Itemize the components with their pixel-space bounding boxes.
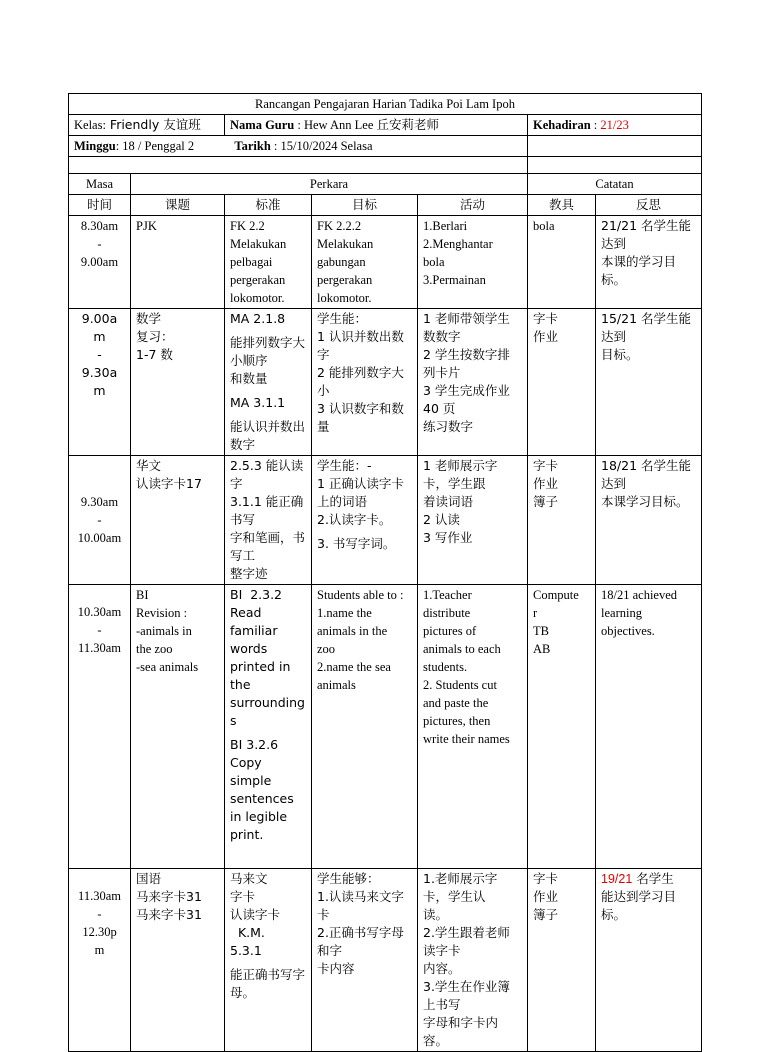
cell-line: 字母和字卡内容。	[423, 1015, 499, 1048]
table-row	[69, 309, 702, 456]
catatan-header: Catatan	[528, 174, 702, 195]
cell-line: 2.认读字卡。	[317, 512, 392, 527]
cell-line: 字卡	[230, 889, 256, 904]
cell-line: 练习数字	[423, 419, 474, 434]
cell-line: 目标。	[601, 347, 639, 362]
cell-line: 3.Permainan	[423, 273, 486, 287]
cell-line: 21/21 名学生能达到	[601, 218, 691, 251]
attendance-value: 21/23	[600, 118, 629, 132]
objective-cell	[312, 309, 418, 456]
objective-cell	[312, 216, 418, 309]
cell-line: 数学	[136, 311, 162, 326]
plan-title: Rancangan Pengajaran Harian Tadika Poi Lam Ipoh	[69, 94, 702, 115]
cell-line: 1.认读马来文字卡	[317, 889, 404, 922]
cell-line: BI	[136, 588, 149, 602]
cell-line: 1-7 数	[136, 347, 173, 362]
cell-line: 1 老师带领学生数数字	[423, 311, 510, 344]
cell-line: 簿子	[533, 494, 559, 509]
reflection-cell	[596, 309, 702, 456]
cell-line: 2.正确书写字母和字	[317, 925, 404, 958]
cell-line: 能排列数字大小顺序	[230, 335, 306, 368]
cell-line: 1 认识并数出数字	[317, 329, 404, 362]
cell-line: 3 学生完成作业40 页	[423, 383, 510, 416]
cell-line: 作业	[533, 476, 559, 491]
cell-line: pictures of	[423, 624, 477, 638]
subheader-aids: 教具	[528, 195, 596, 216]
cell-line: the	[230, 677, 251, 692]
teacher-label: Nama Guru	[230, 118, 295, 132]
attendance-cell	[528, 115, 702, 136]
activity-cell	[418, 456, 528, 585]
cell-line: 华文	[136, 458, 162, 473]
cell-line: distribute	[423, 606, 471, 620]
cell-line: the zoo	[136, 642, 173, 656]
lesson-plan-table	[68, 93, 702, 1052]
objective-cell	[312, 869, 418, 1052]
cell-line: MA 3.1.1	[230, 395, 286, 410]
cell-line: bola	[423, 255, 445, 269]
table-row	[69, 585, 702, 869]
cell-line: Students able to :	[317, 588, 404, 602]
cell-line: 18/21 achieved	[601, 588, 678, 602]
cell-line: 1.Berlari	[423, 219, 468, 233]
topic-cell	[131, 869, 225, 1052]
cell-line: 马来字卡31	[136, 889, 202, 904]
cell-line: K.M.	[230, 925, 265, 940]
cell-line: 10.30am	[77, 605, 122, 619]
subheader-time: 时间	[69, 195, 131, 216]
reflection-text: 能达到学习目标。	[601, 889, 677, 922]
cell-line: Compute	[533, 588, 579, 602]
aids-cell	[528, 585, 596, 869]
cell-line: 能认识并数出数字	[230, 419, 306, 452]
reflection-score: 19/21	[601, 872, 633, 886]
cell-line: BI 3.2.6	[230, 737, 279, 752]
subheader-activity: 活动	[418, 195, 528, 216]
cell-line: 作业	[533, 889, 559, 904]
topic-cell	[131, 216, 225, 309]
cell-line: 2 能排列数字大小	[317, 365, 404, 398]
cell-line: 国语	[136, 871, 162, 886]
cell-line: -	[97, 907, 102, 921]
topic-cell	[131, 456, 225, 585]
cell-line: 2. Students cut	[423, 678, 497, 692]
cell-line: 3.1.1 能正确书写	[230, 494, 304, 527]
objective-cell	[312, 585, 418, 869]
aids-cell	[528, 869, 596, 1052]
cell-line: words	[230, 641, 268, 656]
cell-line: 10.00am	[77, 531, 122, 545]
cell-line: 5.3.1	[230, 943, 262, 958]
attendance-label: Kehadiran	[533, 118, 591, 132]
cell-line: 1.Teacher	[423, 588, 472, 602]
teacher-value: : Hew Ann Lee 丘安莉老师	[294, 118, 440, 132]
cell-line: in legible	[230, 809, 288, 824]
date-value: : 15/10/2024 Selasa	[270, 139, 373, 153]
aids-cell	[528, 216, 596, 309]
cell-line: m	[93, 329, 106, 344]
cell-line: 11.30am	[78, 889, 121, 903]
class-value: Friendly 友谊班	[105, 117, 201, 132]
table-row	[69, 216, 702, 309]
teacher-cell	[225, 115, 528, 136]
cell-line: s	[230, 713, 237, 728]
cell-line: surrounding	[230, 695, 305, 710]
cell-line: 马来字卡31	[136, 907, 202, 922]
cell-line: MA 2.1.8	[230, 311, 286, 326]
cell-line: 3 写作业	[423, 530, 473, 545]
empty-cell	[528, 136, 702, 157]
objective-cell	[312, 456, 418, 585]
cell-line: 2.name the sea	[317, 660, 391, 674]
reflection-cell	[596, 456, 702, 585]
cell-line: printed in	[230, 659, 291, 674]
cell-line: 和数量	[230, 371, 268, 386]
time-cell	[69, 216, 131, 309]
attendance-sep: :	[590, 118, 601, 132]
class-cell	[69, 115, 225, 136]
cell-line: 1 正确认读字卡上的词语	[317, 476, 404, 509]
cell-line: lokomotor.	[230, 291, 285, 305]
cell-line: 字卡	[533, 871, 559, 886]
cell-line: 字	[230, 476, 243, 491]
cell-line: bola	[533, 219, 555, 233]
time-cell	[69, 585, 131, 869]
cell-line: 1.name the	[317, 606, 372, 620]
subheader-topic: 课题	[131, 195, 225, 216]
reflection-text: 名学生	[632, 871, 674, 886]
standard-cell	[225, 585, 312, 869]
topic-cell	[131, 585, 225, 869]
cell-line: 1 老师展示字卡，学生跟	[423, 458, 498, 491]
cell-line: -animals in	[136, 624, 192, 638]
cell-line: Melakukan	[230, 237, 287, 251]
cell-line: simple	[230, 773, 272, 788]
cell-line: PJK	[136, 219, 157, 233]
cell-line: 9.30a	[81, 365, 118, 380]
cell-line: lokomotor.	[317, 291, 372, 305]
cell-line: 作业	[533, 329, 559, 344]
cell-line: 2.5.3 能认读	[230, 458, 304, 473]
cell-line: students.	[423, 660, 468, 674]
cell-line: TB	[533, 624, 549, 638]
cell-line: -	[97, 513, 102, 527]
cell-line: 马来文	[230, 871, 268, 886]
cell-line: 能正确书写字母。	[230, 967, 306, 1000]
cell-line: Copy	[230, 755, 262, 770]
cell-line: AB	[533, 642, 551, 656]
table-row	[69, 456, 702, 585]
cell-line: 内容。	[423, 961, 461, 976]
cell-line: 2.学生跟着老师读字卡	[423, 925, 510, 958]
cell-line: FK 2.2	[230, 219, 265, 233]
reflection-cell	[596, 216, 702, 309]
activity-cell	[418, 216, 528, 309]
cell-line: -	[97, 623, 102, 637]
time-cell	[69, 869, 131, 1052]
cell-line: 认读字卡17	[136, 476, 202, 491]
cell-line: and paste the	[423, 696, 489, 710]
subheader-reflection: 反思	[596, 195, 702, 216]
cell-line: FK 2.2.2	[317, 219, 362, 233]
cell-line: Revision :	[136, 606, 188, 620]
reflection-cell	[596, 585, 702, 869]
blank-cell	[69, 157, 528, 174]
cell-line: -sea animals	[136, 660, 199, 674]
cell-line: animals	[317, 678, 356, 692]
cell-line: pergerakan	[230, 273, 286, 287]
activity-cell	[418, 309, 528, 456]
cell-line: 认读字卡	[230, 907, 281, 922]
standard-cell	[225, 309, 312, 456]
cell-line: animals in the	[317, 624, 388, 638]
cell-line: 11.30am	[78, 641, 121, 655]
cell-line: 9.30am	[80, 495, 119, 509]
perkara-header: Perkara	[131, 174, 528, 195]
week-value: : 18 / Penggal 2	[115, 139, 195, 153]
cell-line: m	[93, 383, 106, 398]
cell-line: 3. 书写字词。	[317, 536, 396, 551]
subheader-standard: 标准	[225, 195, 312, 216]
cell-line: 学生能：	[317, 311, 368, 326]
cell-line: -	[97, 347, 102, 362]
cell-line: 3 认识数字和数量	[317, 401, 404, 434]
aids-cell	[528, 309, 596, 456]
cell-line: animals to each	[423, 642, 501, 656]
cell-line: zoo	[317, 642, 336, 656]
cell-line: 15/21 名学生能达到	[601, 311, 691, 344]
cell-line: 本课的学习目标。	[601, 254, 677, 287]
standard-cell	[225, 216, 312, 309]
cell-line: Read	[230, 605, 262, 620]
cell-line: pelbagai	[230, 255, 273, 269]
cell-line: 卡内容	[317, 961, 355, 976]
cell-line: 9.00a	[81, 311, 118, 326]
cell-line: -	[97, 237, 102, 251]
subheader-objective: 目标	[312, 195, 418, 216]
cell-line: 复习：	[136, 329, 174, 344]
cell-line: 2 学生按数字排列卡片	[423, 347, 510, 380]
week-label: Minggu	[74, 139, 116, 153]
cell-line: 字卡	[533, 311, 559, 326]
activity-cell	[418, 869, 528, 1052]
cell-line: 簿子	[533, 907, 559, 922]
time-cell	[69, 309, 131, 456]
cell-line: 学生能：-	[317, 458, 372, 473]
cell-line: print.	[230, 827, 264, 842]
cell-line: 学生能够：	[317, 871, 380, 886]
cell-line: 整字迹	[230, 566, 268, 581]
cell-line: m	[94, 943, 105, 957]
activity-cell	[418, 585, 528, 869]
cell-line: learning	[601, 606, 642, 620]
cell-line: 3.学生在作业簿上书写	[423, 979, 510, 1012]
cell-line: 9.00am	[80, 255, 119, 269]
cell-line: gabungan	[317, 255, 366, 269]
cell-line: 着读词语	[423, 494, 474, 509]
class-label: Kelas:	[74, 118, 106, 132]
cell-line: sentences	[230, 791, 294, 806]
cell-line: 12.30p	[82, 925, 117, 939]
standard-cell	[225, 869, 312, 1052]
date-label: Tarikh	[234, 139, 271, 153]
cell-line: BI 2.3.2	[230, 587, 283, 602]
cell-line: 8.30am	[80, 219, 119, 233]
cell-line: objectives.	[601, 624, 655, 638]
masa-header: Masa	[69, 174, 131, 195]
table-row	[69, 869, 702, 1052]
cell-line: write their names	[423, 732, 510, 746]
week-date-cell	[69, 136, 528, 157]
cell-line: 18/21 名学生能达到	[601, 458, 691, 491]
cell-line: 读。	[423, 907, 449, 922]
cell-line: Melakukan	[317, 237, 374, 251]
cell-line: pictures, then	[423, 714, 491, 728]
cell-line: r	[533, 606, 538, 620]
blank-cell	[528, 157, 702, 174]
aids-cell	[528, 456, 596, 585]
cell-line: 本课学习目标。	[601, 494, 689, 509]
reflection-cell	[596, 869, 702, 1052]
cell-line: 字卡	[533, 458, 559, 473]
cell-line: pergerakan	[317, 273, 373, 287]
cell-line: 字和笔画，书写工	[230, 530, 306, 563]
cell-line: 2.Menghantar	[423, 237, 493, 251]
standard-cell	[225, 456, 312, 585]
cell-line: 2 认读	[423, 512, 460, 527]
cell-line: 1.老师展示字卡，学生认	[423, 871, 498, 904]
cell-line: familiar	[230, 623, 278, 638]
topic-cell	[131, 309, 225, 456]
time-cell	[69, 456, 131, 585]
